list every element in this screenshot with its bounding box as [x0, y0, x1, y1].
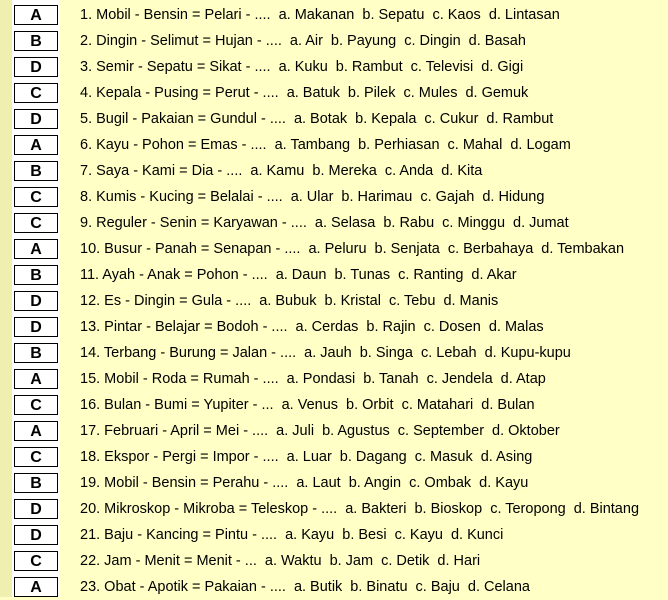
option-b: b. Tanah — [363, 371, 419, 387]
option-a: a. Venus — [281, 397, 339, 413]
question-text-line — [80, 421, 560, 441]
answer-key-box: D — [14, 525, 58, 545]
answer-key-box: A — [14, 577, 58, 597]
answer-key-box: A — [14, 369, 58, 389]
option-c: c. September — [397, 423, 485, 439]
option-c: c. Baju — [415, 579, 460, 595]
option-d: d. Logam — [510, 137, 571, 153]
answer-key-box: D — [14, 109, 58, 129]
question-prompt: 17. Februari - April = Mei - .... — [80, 423, 269, 439]
question-prompt: 1. Mobil - Bensin = Pelari - .... — [80, 7, 271, 23]
option-d: d. Kita — [441, 163, 483, 179]
question-row — [0, 132, 668, 158]
option-a: a. Luar — [286, 449, 332, 465]
question-row — [0, 366, 668, 392]
question-prompt: 4. Kepala - Pusing = Perut - .... — [80, 85, 279, 101]
option-a: a. Laut — [296, 475, 341, 491]
question-row — [0, 470, 668, 496]
question-row — [0, 28, 668, 54]
answer-key-box: B — [14, 161, 58, 181]
question-row — [0, 418, 668, 444]
option-c: c. Dingin — [404, 33, 461, 49]
option-b: b. Jam — [329, 553, 374, 569]
option-c: c. Berbahaya — [447, 241, 534, 257]
question-text-line — [80, 317, 544, 337]
option-a: a. Batuk — [286, 85, 340, 101]
question-row — [0, 236, 668, 262]
question-prompt: 18. Ekspor - Pergi = Impor - .... — [80, 449, 279, 465]
option-a: a. Butik — [293, 579, 343, 595]
question-text-line — [80, 5, 560, 25]
answer-key-box: D — [14, 291, 58, 311]
question-row — [0, 444, 668, 470]
question-row — [0, 522, 668, 548]
question-text-line — [80, 395, 535, 415]
option-a: a. Bubuk — [259, 293, 317, 309]
question-prompt: 2. Dingin - Selimut = Hujan - .... — [80, 33, 282, 49]
option-c: c. Cukur — [424, 111, 479, 127]
option-b: b. Mereka — [312, 163, 377, 179]
option-a: a. Juli — [276, 423, 315, 439]
question-text-line — [80, 135, 571, 155]
option-d: d. Akar — [471, 267, 517, 283]
option-b: b. Dagang — [339, 449, 407, 465]
question-prompt: 19. Mobil - Bensin = Perahu - .... — [80, 475, 289, 491]
option-d: d. Bintang — [573, 501, 640, 517]
question-prompt: 15. Mobil - Roda = Rumah - .... — [80, 371, 279, 387]
answer-key-box: D — [14, 57, 58, 77]
question-prompt: 12. Es - Dingin = Gula - .... — [80, 293, 252, 309]
option-c: c. Ombak — [409, 475, 472, 491]
option-d: d. Lintasan — [488, 7, 560, 23]
option-b: b. Sepatu — [362, 7, 425, 23]
option-a: a. Peluru — [308, 241, 367, 257]
option-c: c. Tebu — [388, 293, 436, 309]
question-prompt: 20. Mikroskop - Mikroba = Teleskop - .... — [80, 501, 338, 517]
option-d: d. Jumat — [513, 215, 569, 231]
question-text-line — [80, 239, 624, 259]
option-b: b. Perhiasan — [358, 137, 440, 153]
question-row — [0, 106, 668, 132]
question-text-line — [80, 525, 503, 545]
option-b: b. Tunas — [334, 267, 391, 283]
question-text-line — [80, 31, 526, 51]
question-text-line — [80, 161, 482, 181]
question-prompt: 10. Busur - Panah = Senapan - .... — [80, 241, 301, 257]
option-b: b. Rajin — [366, 319, 416, 335]
option-d: d. Atap — [500, 371, 546, 387]
question-prompt: 11. Ayah - Anak = Pohon - .... — [80, 267, 268, 283]
question-list — [0, 2, 668, 600]
option-d: d. Manis — [443, 293, 499, 309]
question-prompt: 3. Semir - Sepatu = Sikat - .... — [80, 59, 271, 75]
option-b: b. Kepala — [355, 111, 417, 127]
answer-key-box: C — [14, 187, 58, 207]
option-a: a. Makanan — [278, 7, 355, 23]
option-a: a. Kamu — [250, 163, 305, 179]
question-prompt: 21. Baju - Kancing = Pintu - .... — [80, 527, 278, 543]
option-c: c. Lebah — [420, 345, 477, 361]
question-text-line — [80, 291, 498, 311]
question-row — [0, 262, 668, 288]
answer-key-box: D — [14, 499, 58, 519]
option-c: c. Teropong — [490, 501, 566, 517]
option-a: a. Waktu — [264, 553, 322, 569]
option-d: d. Bulan — [481, 397, 535, 413]
question-text-line — [80, 343, 571, 363]
question-prompt: 13. Pintar - Belajar = Bodoh - .... — [80, 319, 288, 335]
option-a: a. Botak — [293, 111, 348, 127]
answer-key-box: B — [14, 473, 58, 493]
option-c: c. Dosen — [423, 319, 481, 335]
answer-key-box: A — [14, 5, 58, 25]
option-a: a. Selasa — [314, 215, 376, 231]
question-prompt: 14. Terbang - Burung = Jalan - .... — [80, 345, 297, 361]
question-prompt: 7. Saya - Kami = Dia - .... — [80, 163, 243, 179]
option-c: c. Televisi — [410, 59, 474, 75]
answer-key-box: A — [14, 135, 58, 155]
option-c: c. Matahari — [401, 397, 474, 413]
option-c: c. Kaos — [432, 7, 481, 23]
question-text-line — [80, 551, 480, 571]
answer-key-box: A — [14, 239, 58, 259]
answer-key-box: A — [14, 421, 58, 441]
question-row — [0, 54, 668, 80]
option-a: a. Ular — [290, 189, 334, 205]
option-d: d. Gigi — [481, 59, 524, 75]
option-c: c. Gajah — [420, 189, 475, 205]
option-a: a. Daun — [275, 267, 327, 283]
option-b: b. Rabu — [383, 215, 435, 231]
option-b: b. Pilek — [347, 85, 396, 101]
option-c: c. Ranting — [398, 267, 464, 283]
option-a: a. Cerdas — [295, 319, 359, 335]
option-a: a. Kuku — [278, 59, 328, 75]
option-a: a. Air — [289, 33, 323, 49]
question-prompt: 6. Kayu - Pohon = Emas - .... — [80, 137, 267, 153]
option-d: d. Hidung — [482, 189, 545, 205]
option-c: c. Detik — [381, 553, 430, 569]
option-c: c. Masuk — [414, 449, 473, 465]
answer-key-box: D — [14, 317, 58, 337]
option-c: c. Minggu — [442, 215, 506, 231]
question-text-line — [80, 57, 523, 77]
option-b: b. Angin — [348, 475, 402, 491]
option-c: c. Mules — [403, 85, 458, 101]
answer-key-box: C — [14, 213, 58, 233]
option-b: b. Harimau — [341, 189, 413, 205]
question-text-line — [80, 499, 639, 519]
option-b: b. Agustus — [322, 423, 390, 439]
question-row — [0, 392, 668, 418]
question-prompt: 5. Bugil - Pakaian = Gundul - .... — [80, 111, 286, 127]
option-d: d. Malas — [488, 319, 544, 335]
question-text-line — [80, 447, 532, 467]
question-prompt: 23. Obat - Apotik = Pakaian - .... — [80, 579, 286, 595]
option-b: b. Rambut — [335, 59, 403, 75]
answer-key-box: C — [14, 551, 58, 571]
question-prompt: 8. Kumis - Kucing = Belalai - .... — [80, 189, 283, 205]
answer-key-box: C — [14, 395, 58, 415]
answer-key-box: C — [14, 447, 58, 467]
option-b: b. Singa — [359, 345, 413, 361]
question-text-line — [80, 109, 553, 129]
question-row — [0, 2, 668, 28]
question-text-line — [80, 473, 528, 493]
question-text-line — [80, 369, 546, 389]
option-c: c. Jendela — [426, 371, 493, 387]
question-text-line — [80, 213, 569, 233]
option-b: b. Orbit — [346, 397, 394, 413]
option-d: d. Tembakan — [541, 241, 625, 257]
question-row — [0, 496, 668, 522]
option-d: d. Asing — [480, 449, 533, 465]
option-b: b. Bioskop — [414, 501, 483, 517]
question-row — [0, 184, 668, 210]
option-c: c. Kayu — [394, 527, 443, 543]
question-row — [0, 80, 668, 106]
option-b: b. Senjata — [374, 241, 440, 257]
option-b: b. Kristal — [324, 293, 381, 309]
option-a: a. Tambang — [274, 137, 351, 153]
option-b: b. Binatu — [350, 579, 408, 595]
question-row — [0, 210, 668, 236]
option-b: b. Besi — [342, 527, 387, 543]
option-d: d. Kunci — [450, 527, 504, 543]
question-prompt: 22. Jam - Menit = Menit - ... — [80, 553, 257, 569]
option-c: c. Mahal — [447, 137, 503, 153]
question-prompt: 16. Bulan - Bumi = Yupiter - ... — [80, 397, 274, 413]
option-a: a. Bakteri — [345, 501, 407, 517]
option-b: b. Payung — [330, 33, 397, 49]
question-row — [0, 314, 668, 340]
option-d: d. Basah — [468, 33, 526, 49]
option-d: d. Kayu — [479, 475, 529, 491]
option-c: c. Anda — [384, 163, 434, 179]
question-row — [0, 574, 668, 600]
option-d: d. Rambut — [486, 111, 554, 127]
answer-key-box: B — [14, 31, 58, 51]
question-text-line — [80, 577, 530, 597]
option-a: a. Pondasi — [286, 371, 356, 387]
question-row — [0, 158, 668, 184]
option-d: d. Gemuk — [465, 85, 529, 101]
answer-key-box: C — [14, 83, 58, 103]
question-text-line — [80, 187, 544, 207]
question-text-line — [80, 265, 517, 285]
answer-key-box: B — [14, 343, 58, 363]
question-text-line — [80, 83, 528, 103]
question-row — [0, 548, 668, 574]
option-d: d. Celana — [467, 579, 530, 595]
option-d: d. Hari — [437, 553, 481, 569]
option-a: a. Kayu — [285, 527, 335, 543]
option-d: d. Kupu-kupu — [484, 345, 571, 361]
question-prompt: 9. Reguler - Senin = Karyawan - .... — [80, 215, 307, 231]
question-row — [0, 340, 668, 366]
answer-key-box: B — [14, 265, 58, 285]
option-d: d. Oktober — [492, 423, 560, 439]
option-a: a. Jauh — [304, 345, 352, 361]
question-row — [0, 288, 668, 314]
